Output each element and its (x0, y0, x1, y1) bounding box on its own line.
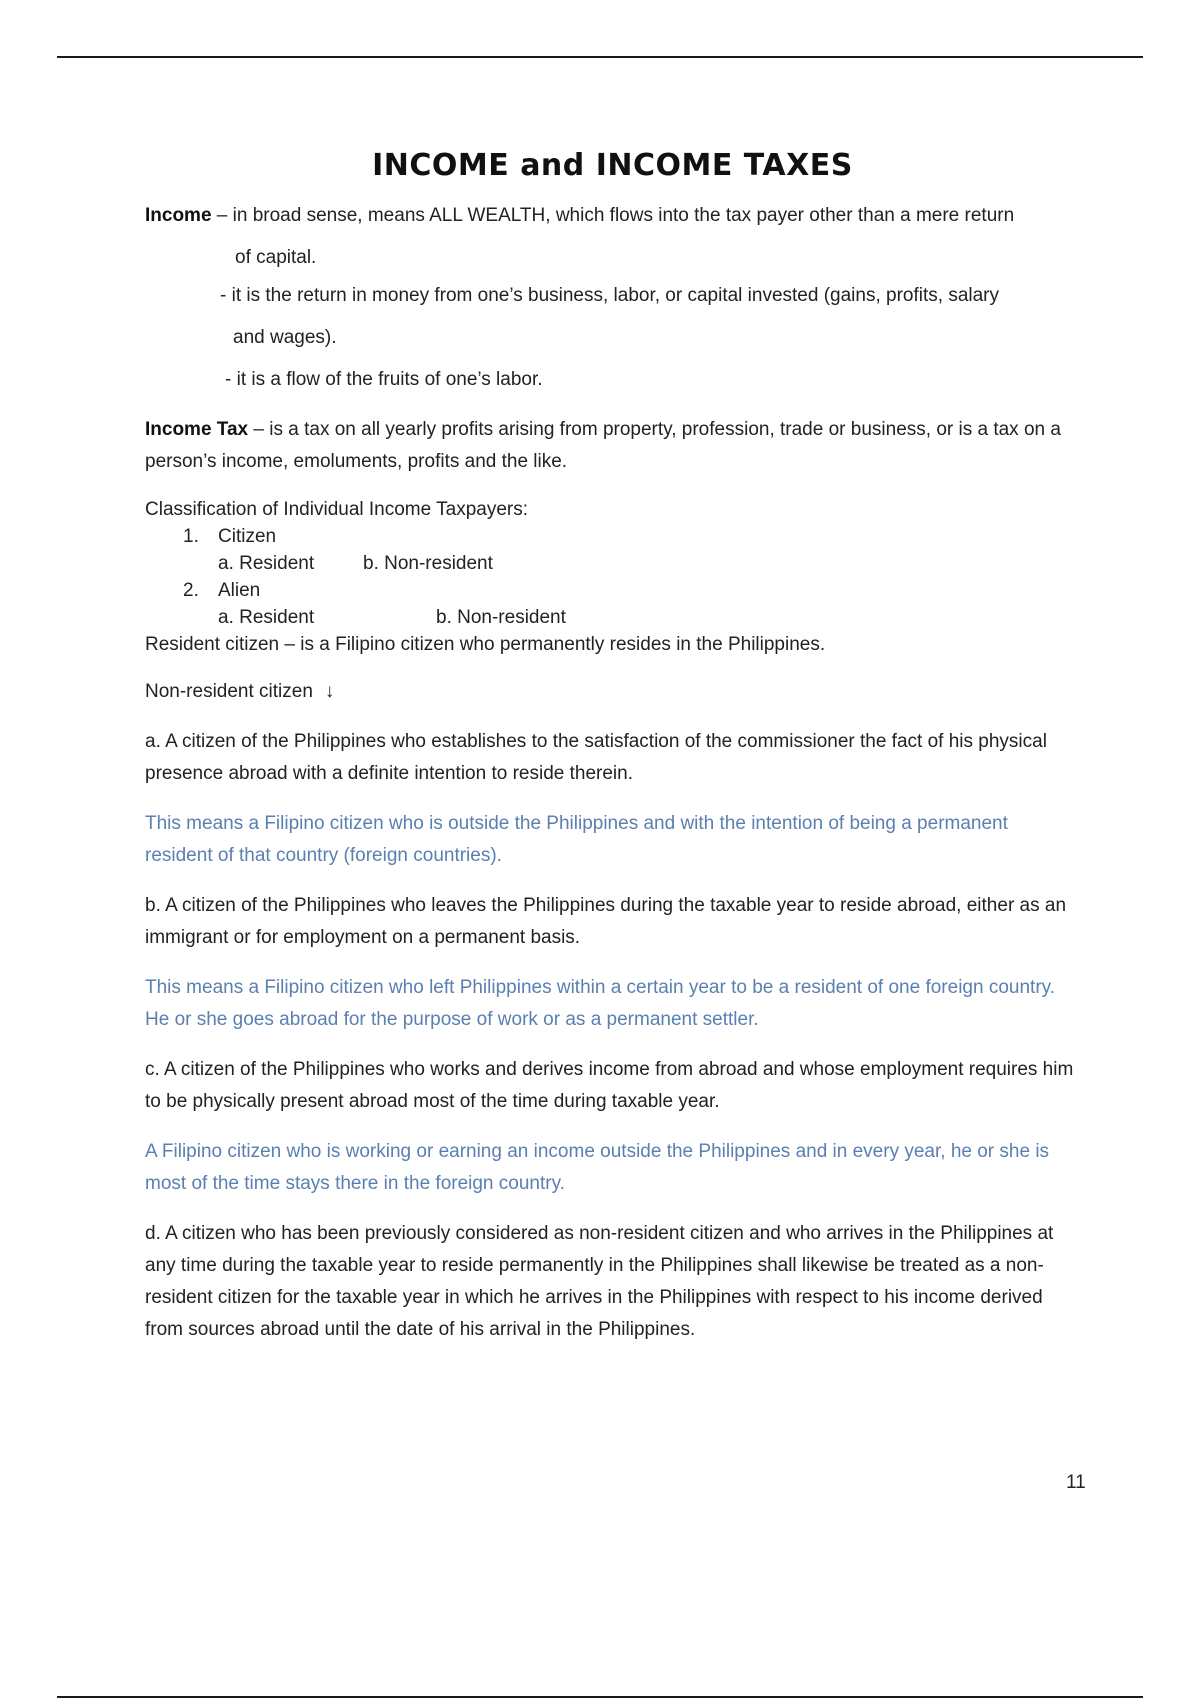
income-def2-line2: and wages). (233, 327, 337, 348)
resident-citizen-definition: Resident citizen – is a Filipino citizen who permanently resides in the Philippines. (145, 634, 826, 655)
footer-rule (57, 1696, 1143, 1698)
nonresident-heading: Non-resident citizen ↓ (145, 681, 335, 702)
page-content (145, 150, 1080, 1346)
income-definition (145, 200, 1080, 396)
list-subitems: a. Resident b. Non-resident (218, 607, 566, 628)
income-term: Income (145, 205, 212, 226)
nonresident-b: b. A citizen of the Philippines who leaves the Philippines during the taxable year to reside abroad, either as an immigrant or for employment on a permanent basis. (145, 895, 1067, 948)
list-subitems: a. Resident b. Non-resident (218, 553, 493, 574)
list-item: 1. Citizen (183, 526, 277, 547)
nonresident-c-note: A Filipino citizen who is working or earning an income outside the Philippines and in every year, he or she is most of the time stays there in the foreign country. (145, 1141, 1050, 1194)
nonresident-a-note: This means a Filipino citizen who is outside the Philippines and with the intention of being a permanent resident of that country (foreign countries). (145, 813, 1008, 866)
classification-list (145, 496, 1080, 658)
nonresident-d: d. A citizen who has been previously considered as non-resident citizen and who arrives in the Philippines at any time during the taxable year to reside permanently in the Philippines shall likewise be treated as a non-resident citizen for the taxable year in which he arrives in the Philippines with respect to his income derived from sources abroad until the date of his arrival in the Philippines. (145, 1223, 1054, 1340)
nonresident-a: a. A citizen of the Philippines who establishes to the satisfaction of the commissioner the fact of his physical presence abroad with a definite intention to reside therein. (145, 731, 1047, 784)
page-number: 11 (1066, 1472, 1086, 1493)
income-def2-line1: - it is the return in money from one’s business, labor, or capital invested (gains, profits, salary (220, 285, 1000, 306)
income-tax-def: – is a tax on all yearly profits arising from property, profession, trade or business, or is a tax on a person’s income, emoluments, profits and the like. (145, 419, 1061, 472)
income-def-line1: – in broad sense, means ALL WEALTH, which flows into the tax payer other than a mere return (211, 205, 1015, 226)
income-tax-term: Income Tax (145, 419, 249, 440)
list-item: 2. Alien (183, 580, 261, 601)
classification-heading: Classification of Individual Income Taxpayers: (145, 499, 529, 520)
page-title: INCOME and INCOME TAXES (372, 148, 853, 183)
income-def3: - it is a flow of the fruits of one’s labor. (225, 369, 543, 390)
arrow-down-icon: ↓ (324, 681, 335, 702)
nonresident-b-note: This means a Filipino citizen who left Philippines within a certain year to be a resident of one foreign country. He or she goes abroad for the purpose of work or as a permanent settler. (145, 977, 1056, 1030)
income-tax-definition (145, 414, 1080, 478)
nonresident-c: c. A citizen of the Philippines who works and derives income from abroad and whose employment requires him to be physically present abroad most of the time during taxable year. (145, 1059, 1074, 1112)
income-def-line2: of capital. (235, 247, 317, 268)
header-rule (57, 56, 1143, 58)
